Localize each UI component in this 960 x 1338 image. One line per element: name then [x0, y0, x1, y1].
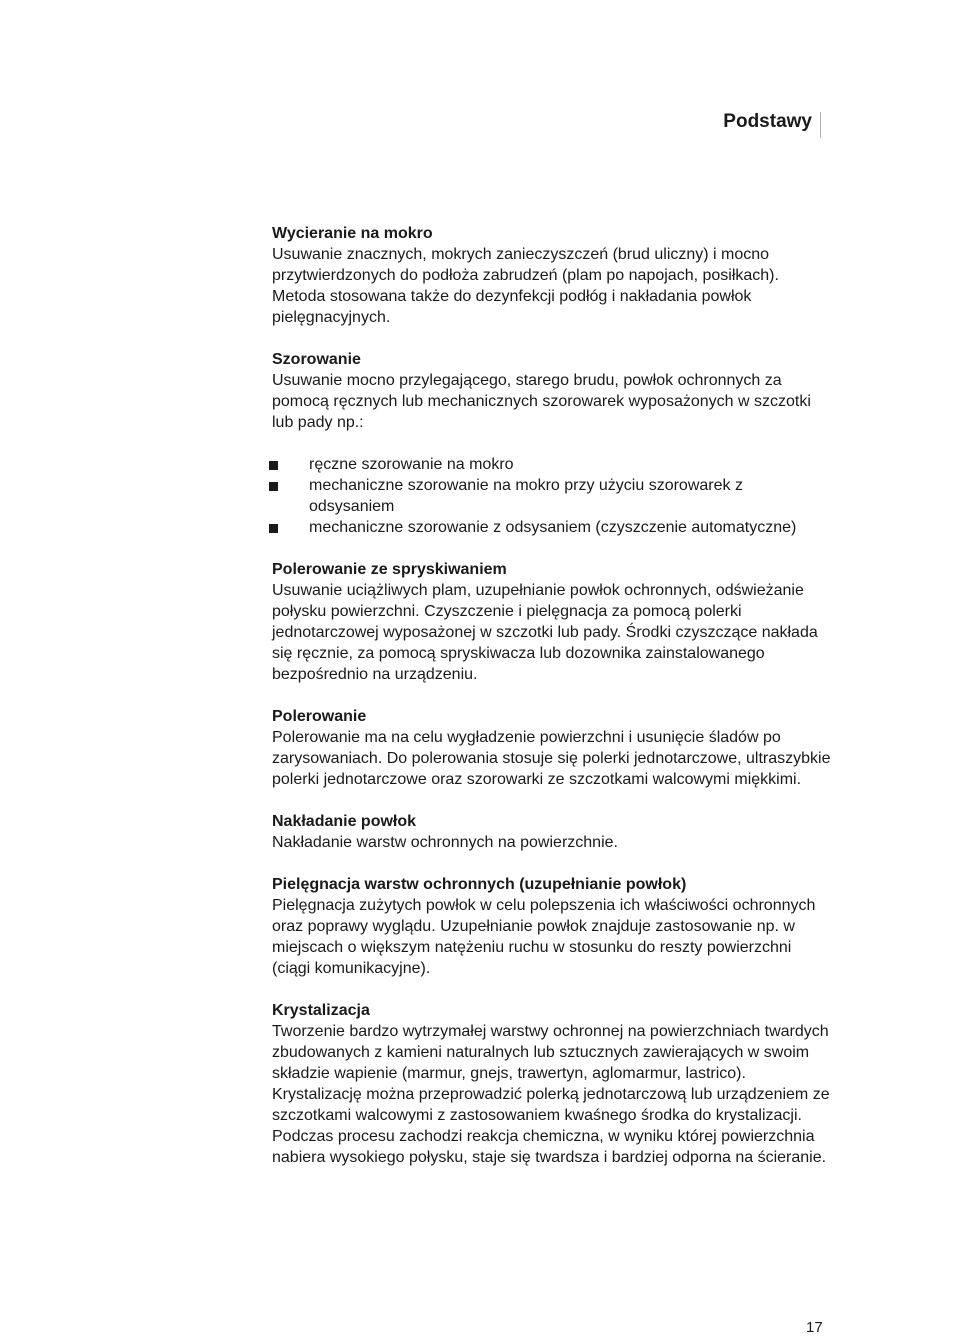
list-item-text: ręczne szorowanie na mokro — [309, 456, 514, 473]
section-title: Polerowanie ze spryskiwaniem — [272, 561, 507, 578]
section-body: Tworzenie bardzo wytrzymałej warstwy ochronnej na powierzchniach twardych zbudowanych z kamieni naturalnych lub sztucznych zawierających w swoim składzie wapienie (marmur, gnejs, trawertyn, aglomarmur, lastrico). Krystalizację można przeprowadzić polerką jednotarczową lub urządzeniem ze szczotkami walcowymi z zastosowaniem kwaśnego środka do krystalizacji. Podczas procesu zachodzi reakcja chemiczna, w wyniku której powierzchnia nabiera wysokiego połysku, staje się twardsza i bardziej odporna na ścieranie. — [272, 1023, 830, 1166]
section-body: Usuwanie uciążliwych plam, uzupełnianie powłok ochronnych, odświeżanie połysku powierzchni. Czyszczenie i pielęgnacja za pomocą polerki jednotarczowej wyposażonej w szczotki lub pady. Środki czyszczące nakłada się ręcznie, za pomocą spryskiwacza lub dozownika zainstalowanego bezpośrednio na urządzeniu. — [272, 582, 818, 683]
section-body: Nakładanie warstw ochronnych na powierzchnie. — [272, 834, 618, 851]
section-body: Pielęgnacja zużytych powłok w celu polepszenia ich właściwości ochronnych oraz poprawy wyglądu. Uzupełnianie powłok znajduje zastosowanie np. w miejscach o większym natężeniu ruchu w stosunku do reszty powierzchni (ciągi komunikacyjne). — [272, 897, 816, 977]
list-item — [272, 475, 832, 517]
section-title: Szorowanie — [272, 351, 361, 368]
list-item — [272, 454, 832, 475]
section-title: Pielęgnacja warstw ochronnych (uzupełnianie powłok) — [272, 876, 687, 893]
section-title: Wycieranie na mokro — [272, 225, 433, 242]
section-wycieranie — [272, 223, 832, 328]
page-header-title: Podstawy — [723, 111, 812, 132]
section-body: Usuwanie mocno przylegającego, starego brudu, powłok ochronnych za pomocą ręcznych lub mechanicznych szorowarek wyposażonych w szczotki lub pady np.: — [272, 372, 811, 431]
scrubbing-methods-list — [272, 454, 832, 538]
page-number: 17 — [806, 1319, 823, 1336]
section-title: Polerowanie — [272, 708, 367, 725]
section-body: Polerowanie ma na celu wygładzenie powierzchni i usunięcie śladów po zarysowaniach. Do polerowania stosuje się polerki jednotarczowe, ultraszybkie polerki jednotarczowe oraz szorowarki ze szczotkami walcowymi miękkimi. — [272, 729, 831, 788]
section-szorowanie — [272, 349, 832, 433]
section-body: Usuwanie znacznych, mokrych zanieczyszczeń (brud uliczny) i mocno przytwierdzonych do podłoża zabrudzeń (plam po napojach, posiłkach). Metoda stosowana także do dezynfekcji podłóg i nakładania powłok pielęgnacyjnych. — [272, 246, 779, 326]
section-krystalizacja — [272, 1000, 832, 1168]
document-body — [272, 223, 832, 1189]
section-title: Krystalizacja — [272, 1002, 370, 1019]
square-bullet-icon — [269, 461, 278, 470]
section-polerowanie — [272, 706, 832, 790]
list-item-text: mechaniczne szorowanie na mokro przy użyciu szorowarek z odsysaniem — [309, 477, 743, 515]
section-nakladanie-powlok — [272, 811, 832, 853]
list-item-text: mechaniczne szorowanie z odsysaniem (czyszczenie automatyczne) — [309, 519, 797, 536]
list-item — [272, 517, 832, 538]
section-title: Nakładanie powłok — [272, 813, 417, 830]
square-bullet-icon — [269, 524, 278, 533]
section-pielegnacja — [272, 874, 832, 979]
section-polerowanie-spryskiwanie — [272, 559, 832, 685]
square-bullet-icon — [269, 482, 278, 491]
header-divider — [820, 112, 821, 138]
